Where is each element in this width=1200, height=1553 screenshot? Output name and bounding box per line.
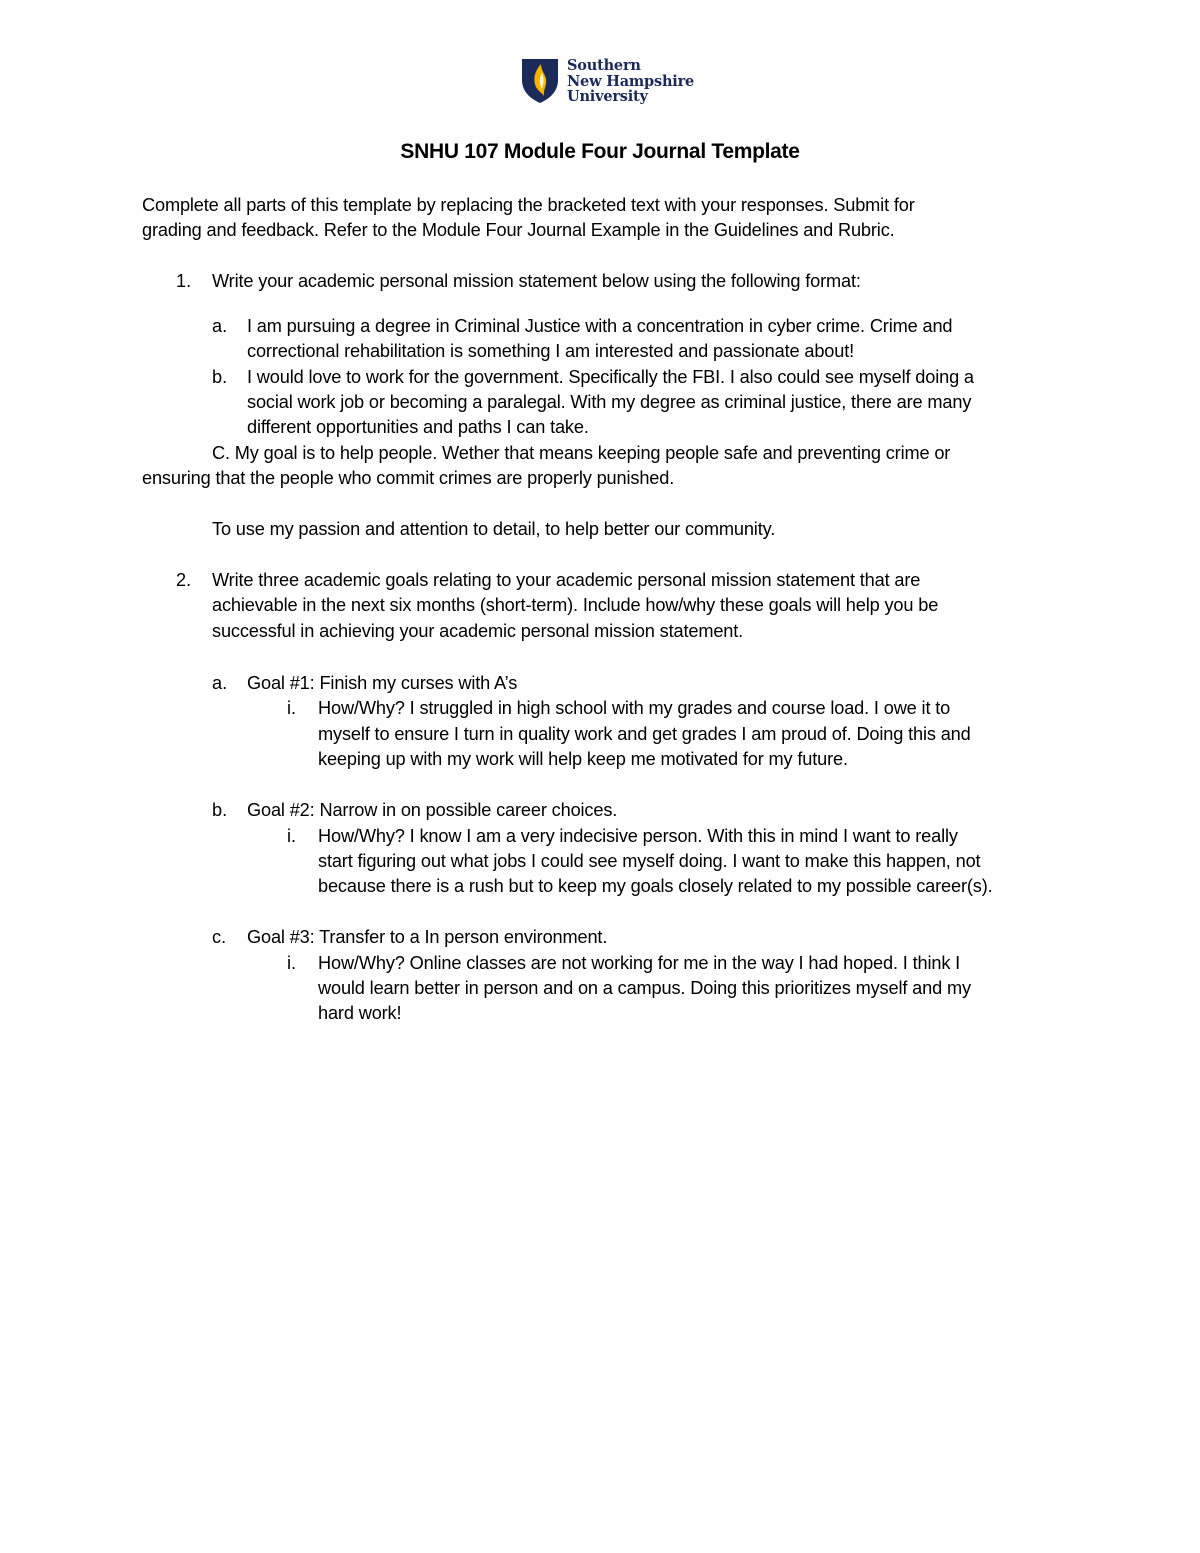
logo-wordmark — [567, 58, 694, 105]
section1-a-line-2: correctional rehabilitation is something I am interested and passionate about! — [247, 341, 855, 361]
goal-2-how-line-1 — [318, 824, 958, 849]
goal-2-how-line-3: because there is a rush but to keep my goals closely related to my possible career(s). — [318, 876, 993, 896]
logo-line-1: Southern — [567, 57, 641, 74]
goal-1-heading — [247, 671, 517, 696]
section2-prompt-line-1: Write three academic goals relating to your academic personal mission statement that are — [212, 570, 921, 590]
section1-b-line-2: social work job or becoming a paralegal. With my degree as criminal justice, there are many — [247, 392, 972, 412]
goal-3-label: Goal #3: — [247, 927, 315, 947]
goal-2-heading — [247, 798, 617, 823]
mission-statement: To use my passion and attention to detail, to help better our community. — [212, 519, 776, 539]
document-title: SNHU 107 Module Four Journal Template — [400, 140, 800, 163]
goal-1-how-line-2: myself to ensure I turn in quality work and get grades I am proud of. Doing this and — [318, 724, 971, 744]
goal-1-how-text: I struggled in high school with my grades and course load. I owe it to — [404, 698, 951, 718]
section1-c-line-2: ensuring that the people who commit crimes are properly punished. — [142, 468, 675, 488]
goal-3-marker: c. — [212, 927, 227, 947]
goal-3-text: Transfer to a In person environment. — [314, 927, 608, 947]
list-marker-1b: b. — [212, 367, 228, 387]
logo-line-3: University — [567, 88, 648, 105]
section1-b-line-1: I would love to work for the government. Specifically the FBI. I also could see myself doing a — [247, 367, 974, 387]
goal-2-label: Goal #2: — [247, 800, 315, 820]
list-marker-1a: a. — [212, 316, 228, 336]
goal-1-how-line-3: keeping up with my work will help keep me motivated for my future. — [318, 749, 848, 769]
section2-prompt-line-3: successful in achieving your academic personal mission statement. — [212, 621, 744, 641]
section1-c-line-1: C. My goal is to help people. Wether that means keeping people safe and preventing crime or — [212, 443, 951, 463]
goal-3-sub-marker: i. — [287, 953, 297, 973]
goal-1-text: Finish my curses with A’s — [314, 673, 518, 693]
goal-1-how-line-1 — [318, 696, 950, 721]
section1-a-line-1: I am pursuing a degree in Criminal Justice with a concentration in cyber crime. Crime and — [247, 316, 953, 336]
goal-3-how-text: Online classes are not working for me in the way I had hoped. I think I — [404, 953, 961, 973]
goal-2-how-text: I know I am a very indecisive person. With this in mind I want to really — [404, 826, 958, 846]
goal-3-heading — [247, 925, 607, 950]
section2-prompt-line-2: achievable in the next six months (short-term). Include how/why these goals will help you be — [212, 595, 939, 615]
list-marker-2: 2. — [176, 570, 192, 590]
shield-flame-icon — [521, 58, 559, 104]
university-logo — [521, 58, 694, 106]
goal-2-how-label: How/Why? — [318, 826, 405, 846]
goal-3-how-line-2: would learn better in person and on a campus. Doing this prioritizes myself and my — [318, 978, 971, 998]
logo-line-2: New Hampshire — [567, 72, 695, 90]
goal-1-marker: a. — [212, 673, 228, 693]
intro-line-1: Complete all parts of this template by replacing the bracketed text with your responses. Submit for — [142, 195, 915, 215]
goal-3-how-line-3: hard work! — [318, 1003, 402, 1023]
section1-b-line-3: different opportunities and paths I can take. — [247, 417, 589, 437]
goal-1-how-label: How/Why? — [318, 698, 405, 718]
goal-2-marker: b. — [212, 800, 228, 820]
goal-2-sub-marker: i. — [287, 826, 297, 846]
goal-1-label: Goal #1: — [247, 673, 315, 693]
goal-3-how-line-1 — [318, 951, 960, 976]
goal-2-text: Narrow in on possible career choices. — [314, 800, 618, 820]
list-marker-1: 1. — [176, 271, 192, 291]
section1-prompt: Write your academic personal mission statement below using the following format: — [212, 271, 861, 291]
intro-line-2: grading and feedback. Refer to the Module Four Journal Example in the Guidelines and Rubric. — [142, 220, 895, 240]
goal-3-how-label: How/Why? — [318, 953, 405, 973]
goal-1-sub-marker: i. — [287, 698, 297, 718]
goal-2-how-line-2: start figuring out what jobs I could see myself doing. I want to make this happen, not — [318, 851, 981, 871]
